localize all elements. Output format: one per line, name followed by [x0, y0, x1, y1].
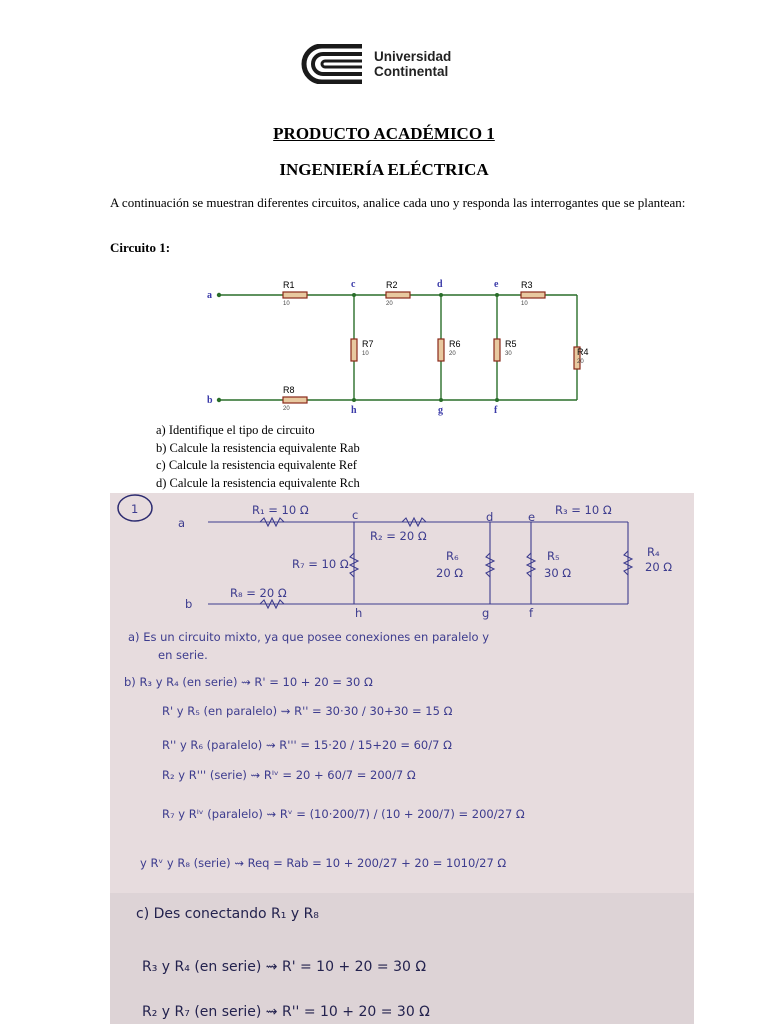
resistor-r3	[521, 292, 545, 298]
hw-line-7: R₇ y Rᴵᵛ (paralelo) ⇝ Rᵛ = (10·200/7) / (10 + 200/7) = 200/27 Ω	[162, 807, 525, 821]
circuit-diagram	[200, 274, 590, 416]
hw-r2: R₂ = 20 Ω	[370, 529, 427, 543]
hw-node-h: h	[355, 606, 363, 620]
r8-value: 20	[283, 406, 290, 412]
hw-line-10: R₃ y R₄ (en serie) ⇝ R' = 10 + 20 = 30 Ω	[142, 959, 427, 975]
hw-r5-value: 30 Ω	[544, 566, 572, 580]
hw-r8: R₈ = 20 Ω	[230, 586, 287, 600]
r8-label: R8	[283, 385, 295, 395]
question-d: d) Calcule la resistencia equivalente Rch	[156, 475, 360, 490]
r5-label: R5	[505, 339, 517, 349]
hw-number: 1	[131, 502, 139, 516]
node-b: b	[207, 395, 213, 406]
document-title: PRODUCTO ACADÉMICO 1	[273, 124, 495, 143]
hw-r6: R₆	[446, 549, 459, 563]
logo-line-2: Continental	[374, 64, 449, 79]
node-g: g	[438, 405, 443, 416]
hw-line-6: R₂ y R''' (serie) ⇝ Rᴵᵛ = 20 + 60/7 = 200/7 Ω	[162, 768, 416, 782]
hw-r4: R₄	[647, 545, 660, 559]
hw-r4-value: 20 Ω	[645, 560, 673, 574]
node-e: e	[494, 279, 499, 290]
hw-node-a: a	[178, 516, 186, 530]
r7-value: 10	[362, 351, 369, 357]
r1-value: 10	[283, 301, 290, 307]
hw-line-11: R₂ y R₇ (en serie) ⇝ R'' = 10 + 20 = 30 Ω	[142, 1004, 430, 1020]
r4-value: 20	[577, 359, 584, 365]
circuit-1-label: Circuito 1:	[110, 240, 171, 255]
resistor-r6	[438, 339, 444, 361]
hw-line-9: c) Des conectando R₁ y R₈	[136, 906, 319, 922]
questions-list	[156, 422, 360, 492]
question-c: c) Calcule la resistencia equivalente Ref	[156, 458, 357, 472]
hw-node-b: b	[185, 597, 193, 611]
r6-value: 20	[449, 351, 456, 357]
hw-node-g: g	[482, 606, 490, 620]
resistor-r8	[283, 397, 307, 403]
r7-label: R7	[362, 339, 374, 349]
r1-label: R1	[283, 280, 295, 290]
node-a: a	[207, 290, 212, 301]
hw-node-f: f	[529, 606, 534, 620]
r6-label: R6	[449, 339, 461, 349]
node-d: d	[437, 279, 443, 290]
hw-r1: R₁ = 10 Ω	[252, 503, 309, 517]
r3-value: 10	[521, 301, 528, 307]
intro-paragraph: A continuación se muestran diferentes circuitos, analice cada uno y responda las interrogantes que se plantean:	[110, 195, 686, 210]
hw-r6-value: 20 Ω	[436, 566, 464, 580]
logo-line-1: Universidad	[374, 49, 452, 64]
hw-line-1: a) Es un circuito mixto, ya que posee conexiones en paralelo y	[128, 630, 490, 644]
document-subtitle: INGENIERÍA ELÉCTRICA	[279, 160, 489, 179]
hw-node-c: c	[352, 508, 359, 522]
university-logo	[300, 44, 451, 84]
node-c: c	[351, 279, 356, 290]
logo-mark-icon	[300, 44, 364, 84]
hw-line-3: b) R₃ y R₄ (en serie) ⇝ R' = 10 + 20 = 30 Ω	[124, 675, 373, 689]
r2-value: 20	[386, 301, 393, 307]
node-h: h	[351, 405, 357, 416]
r4-label: R4	[577, 347, 589, 357]
question-a: a) Identifique el tipo de circuito	[156, 423, 315, 437]
handwritten-solution	[110, 493, 694, 1024]
r2-label: R2	[386, 280, 398, 290]
hw-line-2: en serie.	[158, 648, 208, 662]
hw-r3: R₃ = 10 Ω	[555, 503, 612, 517]
node-f: f	[494, 405, 498, 416]
hw-r7: R₇ = 10 Ω	[292, 557, 349, 571]
hw-node-e: e	[528, 510, 536, 524]
hw-line-5: R'' y R₆ (paralelo) ⇝ R''' = 15·20 / 15+20 = 60/7 Ω	[162, 738, 452, 752]
resistor-r5	[494, 339, 500, 361]
hw-line-4: R' y R₅ (en paralelo) ⇝ R'' = 30·30 / 30+30 = 15 Ω	[162, 704, 453, 718]
resistor-r2	[386, 292, 410, 298]
resistor-r7	[351, 339, 357, 361]
handwritten-solution-scan	[110, 493, 694, 1024]
r3-label: R3	[521, 280, 533, 290]
hw-line-8: y Rᵛ y R₈ (serie) ⇝ Req = Rab = 10 + 200/27 + 20 = 1010/27 Ω	[140, 856, 507, 870]
resistor-r1	[283, 292, 307, 298]
question-b: b) Calcule la resistencia equivalente Rab	[156, 440, 360, 455]
hw-r5: R₅	[547, 549, 560, 563]
hw-node-d: d	[486, 510, 494, 524]
r5-value: 30	[505, 351, 512, 357]
